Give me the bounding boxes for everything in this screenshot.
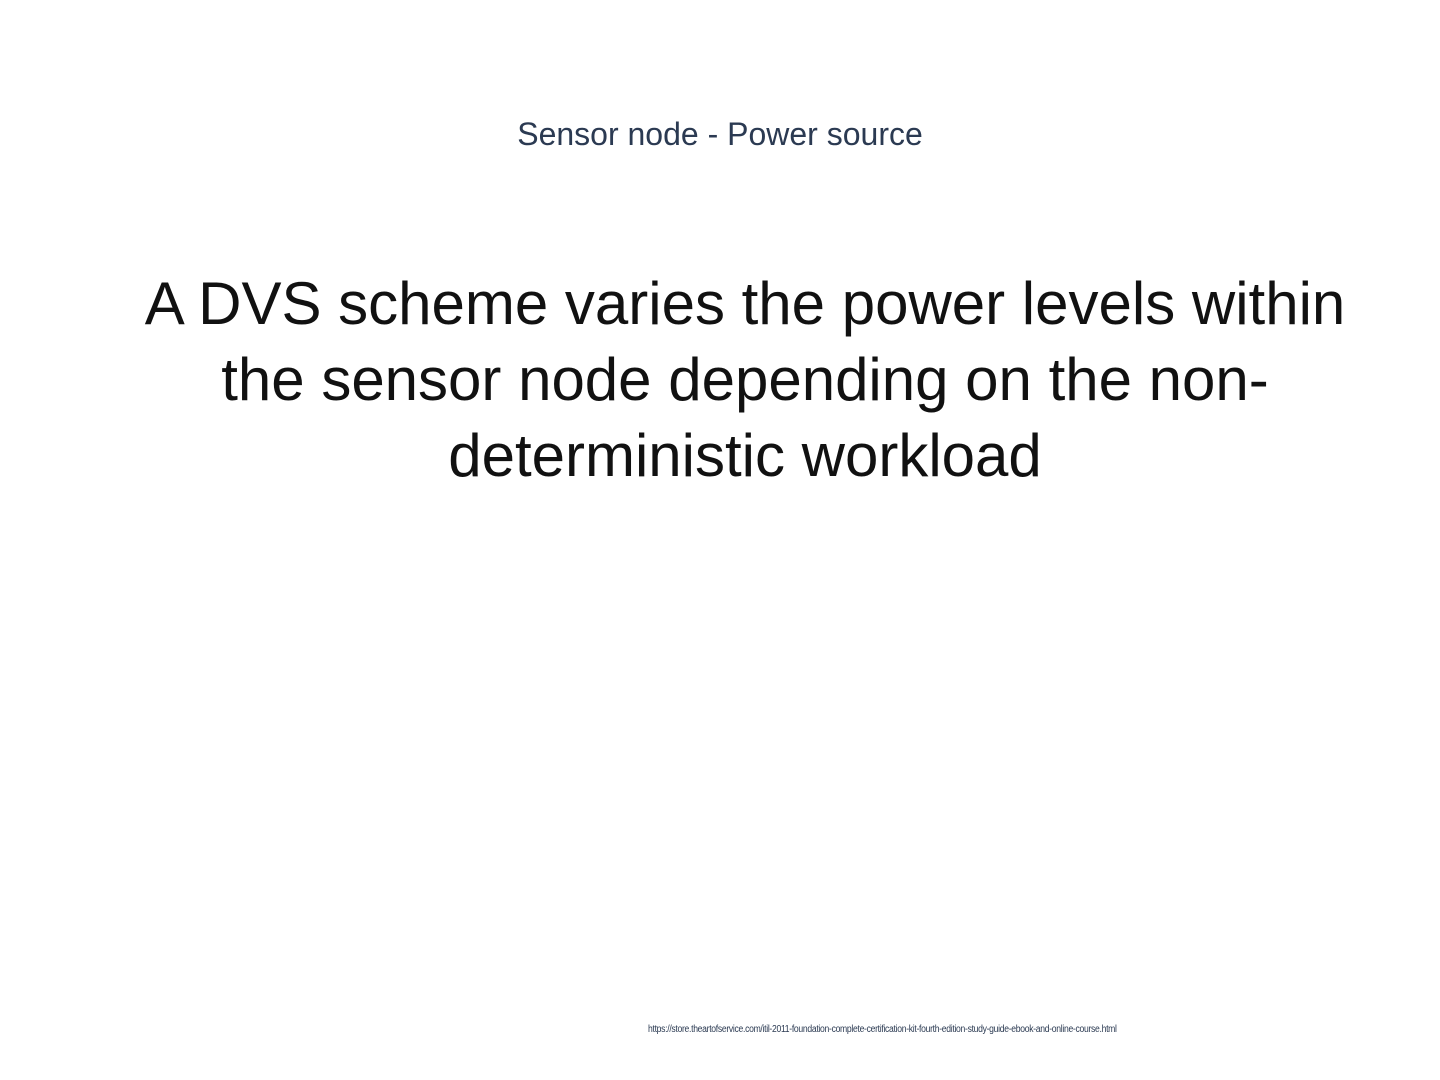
footer-url-link[interactable]: https://store.theartofservice.com/itil-2011-foundation-complete-certification-kit-fourth-edition-study-guide-ebook-and-online-course.html bbox=[648, 1024, 1117, 1035]
slide-title: Sensor node - Power source bbox=[517, 116, 923, 152]
slide-body-text: A DVS scheme varies the power levels within the sensor node depending on the non-deterministic workload bbox=[144, 270, 1346, 489]
